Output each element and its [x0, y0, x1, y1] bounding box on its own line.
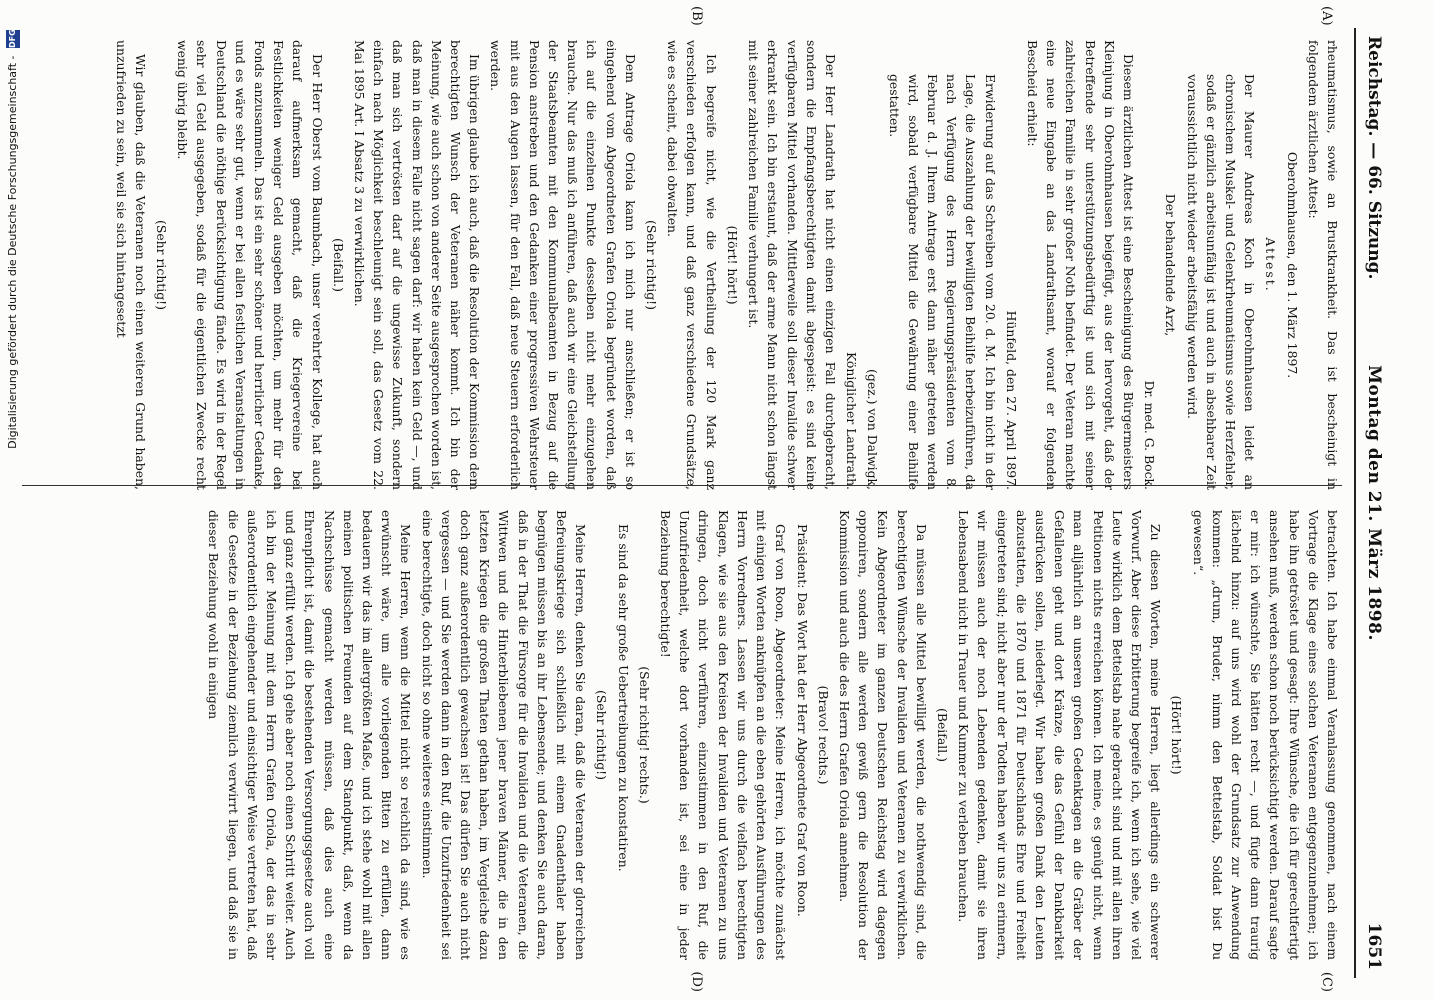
paragraph: Wir glauben, daß die Veteranen noch einen weiteren Grund haben, unzufrieden zu sein, weil sie sich hintangesetzt: [113, 40, 148, 490]
letter-sign: (gez.) von Dalwigk,: [865, 369, 881, 490]
attest-text: Der Maurer Andreas Koch in Oberohmhausen leidet an chronischem Muskel- und Gelenkrheumatismus sowie Herzfehler, sodaß er gänzlich arbeitsunfähig ist und auch in absehbarer Zeit voraussichtlich nicht wieder arbeitsfähig werden wird.: [1184, 74, 1258, 490]
margin-marker-b: (B): [689, 6, 704, 26]
paragraph: Zu diesen Worten, meine Herren, liegt allerdings ein schwerer Vorwurf. Aber diese Erbitterung begreife ich, wenn ich sehe, wie viel Leute wirklich dem Bettelstab nahe gebracht sind und mit allen ihren Petitionen nichts erreichen können. Ich meine, es genügt nicht, wenn man alljährlich an unseren großen Gedenktagen an die Gräber der Gefallenen geht und dort Kränze, die das Gefühl der Dankbarkeit ausdrücken sollen, niederlegt. Wir haben großen Dank den Leuten abzustatten, die 1870 und 1871 für Deutschlands Ehre und Freiheit eingetreten sind; nicht aber nur der Todten haben wir uns zu erinnern, wir müssen auch der noch Lebenden gedenken, damit sie ihren Lebensabend nicht in Trauer und Kummer zu verleben brauchen.: [956, 510, 1164, 960]
footer-strip: [0, 0, 26, 1000]
president-line: Präsident: Das Wort hat der Herr Abgeordnete Graf von Roon.: [794, 524, 810, 917]
interjection: (Hört! hört!): [724, 225, 740, 305]
interjection: (Beifall.): [934, 708, 950, 762]
attest-sign: Der behandelnde Arzt,: [1163, 193, 1179, 337]
paragraph: Im übrigen glaube ich auch, daß die Resolution der Kommission dem berechtigten Wunsch der Veteranen näher kommt. Ich bin der Meinung, wie auch schon von anderer Seite ausgesprochen worden ist, daß man in diesem Falle nicht sagen darf: wir haben kein Geld —, und daß man sich vertrösten darf auf die ungewisse Zukunft, sondern einfach nach Möglichkeit beschleunigt sein soll, das Gesetz vom 22. Mai 1895 Art. I Absatz 3 zu verwirklichen.: [352, 40, 483, 490]
letter-title: Königlicher Landrath.: [844, 351, 860, 490]
interjection: (Sehr richtig!): [594, 690, 610, 780]
column-left: [22, 40, 1342, 490]
margin-marker-d: (D): [689, 971, 704, 992]
paragraph: Es sind da sehr große Uebertreibungen zu konstatiren.: [615, 524, 631, 872]
header-date: Montag den 21. März 1898.: [1364, 365, 1384, 641]
paragraph: Ich begreife nicht, wie die Vertheilung der 120 Mark ganz verschieden erfolgen kann, und daß ganz verschiedene Grundsätze, wie es scheint, dabei obwalten.: [665, 40, 719, 490]
attest-title: Attest.: [1263, 237, 1279, 293]
funding-note: [0, 0, 26, 1000]
column-rule: [22, 485, 1342, 486]
margin-marker-a: (A): [1319, 6, 1334, 26]
interjection: (Hört! hört!): [1169, 695, 1185, 775]
margin-marker-c: (C): [1319, 971, 1334, 992]
paragraph: Meine Herren, denken Sie daran, daß die Veteranen der glorreichen Befreiungskriege sich schließlich mit einem Gnadenthaler haben begnügen müssen bis an ihr Lebensende; und denken Sie auch daran, daß in der That die Fürsorge für die Invaliden und die Veteranen, die Wittwen und die Hinterbliebenen jener braven Männer, die in den letzten Kriegen die großen Thaten gethan haben, im Vergleiche dazu doch ganz außerordentlich gewachsen ist! Das dürfen Sie auch nicht vergessen — und Sie werden dann in den Ruf, die Unzufriedenheit sei eine berechtigte, doch nicht so ohne weiteres einstimmen.: [419, 510, 589, 960]
page-number: 1651: [1364, 922, 1384, 970]
paragraph: Diesem ärztlichen Attest ist eine Bescheinigung des Bürgermeisters Kleinjung in Oberohmhausen beigefügt, aus der hervorgeht, daß der Betreffende sehr unterstützungsbedürftig ist und sich mit seiner zahlreichen Familie in sehr großer Noth befindet. Der Veteran machte eine neue Eingabe an das Landrathsamt, worauf er folgenden Bescheid erhielt:: [1024, 40, 1136, 490]
paragraph: Der Herr Oberst vom Baumbach, unser verehrter Kollege, hat auch darauf aufmerksam gemacht, daß die Kriegervereine bei Festlichkeiten weniger Geld ausgeben möchten, um mehr für den Fonds anzusammeln. Das ist ein sehr schöner und herrlicher Gedanke, und es wäre sehr gut, wenn er bei allen festlichen Veranstaltungen in Deutschland die nöthige Berücksichtigung fände. Es wird in der Regel sehr viel Geld ausgegeben, sodaß für die eigentlichen Zwecke recht wenig übrig bleibt.: [175, 40, 325, 490]
attest-doctor: Dr. med. G. Bock.: [1142, 380, 1158, 490]
paragraph: Meine Herren, wenn die Mittel nicht so reichlich da sind, wie es erwünscht wäre, um alle vorliegenden Bitten zu erfüllen, dann bedauern wir das im allergrößten Maße, und ich stehe wohl mit allen meinen politischen Freunden auf dem Standpunkt, daß, wenn da Nachschüsse gemacht werden müssen, daß dies auch eine Ehrenpflicht ist, damit die bestehenden Versorgungsgesetze auch voll und ganz erfüllt werden. Ich gehe aber noch einen Schritt weiter. Auch ich bin der Meinung mit dem Herrn Grafen Oriola, der das in sehr außerordentlich eingehender und einsichtiger Weise vertreten hat, daß die Gesetze in der Beziehung ziemlich verwirrt liegen, und daß sie in dieser Beziehung wohl in einigen: [206, 510, 414, 960]
column-right: [22, 510, 1342, 960]
interjection: (Beifall.): [330, 238, 346, 292]
paragraph: rheumatismus, sowie an Brustkrankheit. Das ist bescheinigt in folgendem ärztlichen Attest:: [1305, 40, 1340, 490]
paragraph: Dem Antrage Oriola kann ich mich nur anschließen; er ist so eingehend vom Abgeordneten Grafen Oriola begründet worden, daß ich auf die einzelnen Punkte desselben nicht mehr einzugehen brauche. Nur das muß ich anführen, daß auch wir eine Gleichstellung der Staatsbeamten mit den Kommunalbeamten in Bezug auf die Pension anstreben und den Gedanken einer progressiven Wehrsteuer mit aus den Augen lassen, für den Fall, daß neue Steuern erforderlich werden.: [488, 40, 638, 490]
paragraph: Da müssen alle Mittel bewilligt werden, die nothwendig sind, die berechtigten Wünsche der Invaliden und Veteranen zu verwirklichen. Kein Abgeordneter im ganzen Deutschen Reichstag wird dagegen opponiren, sondern alle werden gewiß gern die Resolution der Kommission und auch die des Herrn Grafen Oriola annehmen.: [836, 510, 929, 960]
funding-text: Digitalisierung gefördert durch die Deutsche Forschungsgemeinschaft -: [6, 55, 19, 449]
interjection: (Sehr richtig!): [644, 220, 660, 310]
interjection: (Sehr richtig! rechts.): [636, 666, 652, 804]
letter-text: Erwiderung auf das Schreiben vom 20. d. M. Ich bin nicht in der Lage, die Auszahlung der bewilligten Beihilfe herbeizuführen, da nach Verfügung des Herrn Regierungspräsidenten vom 8. Februar d. J. Ihrem Antrage erst dann näher getreten werden wird, sobald verfügbare Mittel die Gewährung einer Beihilfe gestatten.: [886, 74, 998, 490]
paragraph: betrachten. Ich habe einmal Veranlassung genommen, nach einem Vortrage die Klage eines solchen Veteranen entgegenzunehmen; ich habe ihn getröstet und gesagt: Ihre Wünsche, die ich für gerechtfertigt ansehen muß, werden schon noch berücksichtigt werden. Darauf sagte er mir: ich wünschte, Sie hätten recht —, und fügte dann traurig lächelnd hinzu: auf uns wird wohl der Grundsatz zur Anwendung kommen: „drum, Bruder, nimm den Bettelstab, Soldat bist Du gewesen“.: [1190, 510, 1340, 960]
page-header: [1354, 28, 1386, 978]
attest-date: Oberohmhausen, den 1. März 1897.: [1284, 151, 1300, 379]
letter-date: Hünfeld, den 27. April 1897.: [1003, 310, 1019, 490]
speaker-paragraph: Graf von Roon, Abgeordneter: Meine Herren, ich möchte zunächst mit einigen Worten anknüpfen an die eben gehörten Ausführungen des Herrn Vorredners. Lassen wir uns durch die vielfach berechtigten Klagen, wie sie aus den Kreisen der Invaliden und Veteranen zu uns dringen, doch nicht verführen, einzustimmen in den Ruf, die Unzufriedenheit, welche dort vorhanden ist, sei eine in jeder Beziehung berechtigte!: [658, 510, 789, 960]
interjection: (Bravo! rechts.): [815, 685, 831, 785]
dfg-logo: DFG: [6, 30, 20, 48]
header-left: Reichstag. — 66. Sitzung.: [1364, 36, 1384, 280]
paragraph: Der Herr Landrath hat nicht einen einzigen Fall durchgebracht, sondern die Empfangsberechtigten damit abgespeist: es sind keine verfügbaren Mittel vorhanden. Mittlerweile soll dieser Invalide schwer erkrankt sein. Ich bin erstaunt, daß der arme Mann nicht schon längst mit seiner zahlreichen Familie verhungert ist.: [746, 40, 838, 490]
interjection: (Sehr richtig!): [154, 220, 170, 310]
